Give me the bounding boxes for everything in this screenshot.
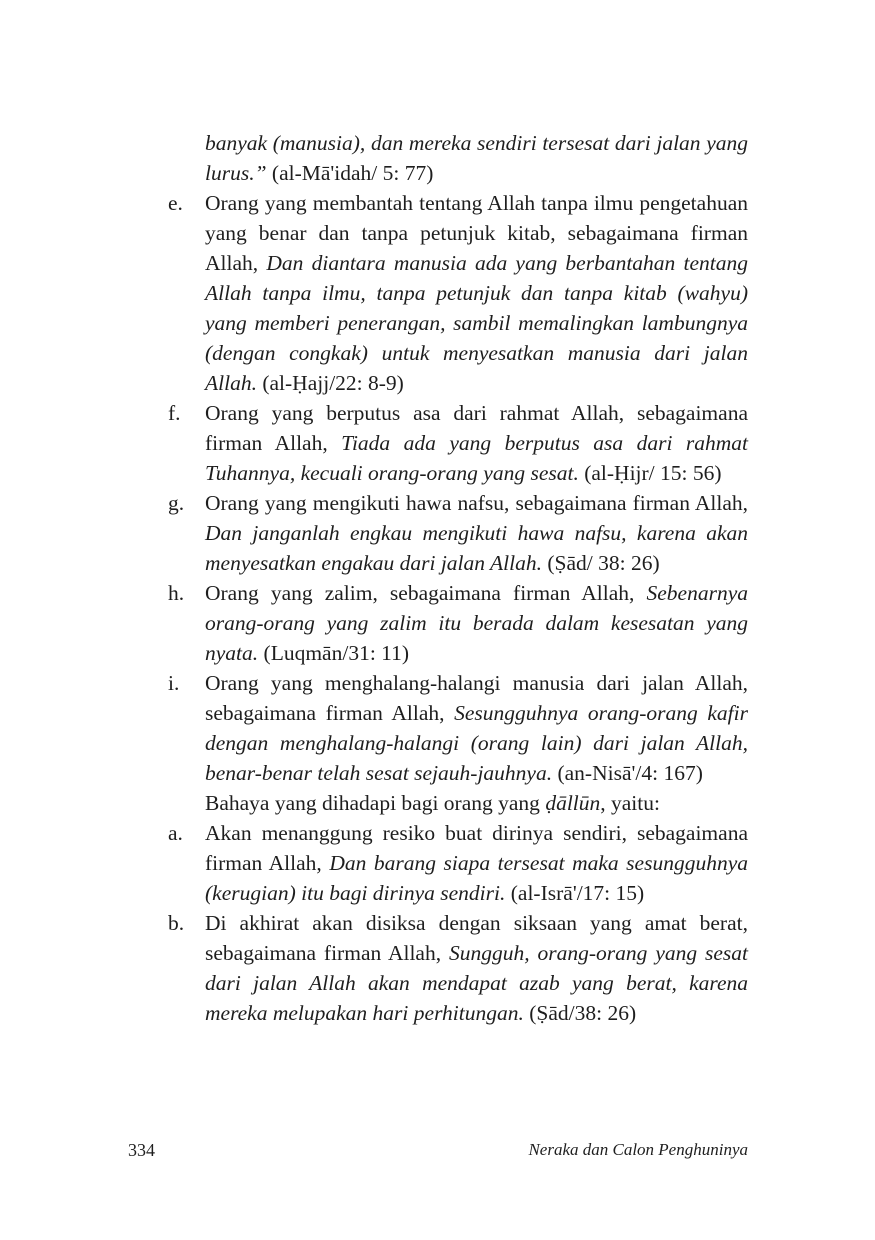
item-text: Di akhirat akan disiksa dengan siksaan yang amat berat, sebagaimana firman Allah, [205, 911, 748, 965]
verse-reference: (al-Isrā'/17: 15) [505, 881, 645, 905]
quote-text: Dan diantara manusia ada yang berbantahan tentang Allah tanpa ilmu, tanpa petunjuk dan tanpa kitab (wahyu) yang memberi penerangan, sambil memalingkan lambungnya (dengan congkak) untuk menyesatkan manusia dari jalan Allah. [205, 251, 748, 395]
verse-reference: (Ṣād/38: 26) [523, 1001, 637, 1025]
misguided-list [168, 188, 748, 788]
item-text: Orang yang mengikuti hawa nafsu, sebagaimana firman Allah, [205, 491, 748, 515]
list-item-b [168, 908, 748, 1028]
item-text: Akan menanggung resiko buat dirinya sendiri, sebagaimana firman Allah, [205, 821, 748, 875]
list-marker: g. [168, 491, 185, 515]
page-number: 334 [128, 1140, 155, 1160]
item-text: Orang yang membantah tentang Allah tanpa ilmu pengetahuan yang benar dan tanpa petunjuk kitab, sebagaimana firman Allah, [205, 191, 748, 275]
list-marker: a. [168, 821, 183, 845]
intro-text-end: , yaitu: [600, 791, 660, 815]
quote-text: Sesungguhnya orang-orang kafir dengan menghalang-halangi (orang lain) dari jalan Allah, benar-benar telah sesat sejauh-jauhnya. [205, 701, 748, 785]
intro-text: Bahaya yang dihadapi bagi orang yang [205, 791, 546, 815]
page-footer [128, 1138, 748, 1162]
verse-reference: (an-Nisā'/4: 167) [552, 761, 703, 785]
list-item-f [168, 398, 748, 488]
list-marker: i. [168, 671, 180, 695]
verse-reference: (al-Ḥajj/22: 8-9) [256, 371, 404, 395]
quote-text: Dan barang siapa tersesat maka sesungguhnya (kerugian) itu bagi dirinya sendiri. [205, 851, 748, 905]
quote-text: banyak (manusia), dan mereka sendiri tersesat dari jalan yang lurus.” [205, 131, 748, 185]
quote-text: Sungguh, orang-orang yang sesat dari jalan Allah akan mendapat azab yang berat, karena mereka melupakan hari perhitungan. [205, 941, 749, 1025]
list-item-i [168, 668, 748, 788]
quote-text: Tiada ada yang berputus asa dari rahmat Tuhannya, kecuali orang-orang yang sesat. [205, 431, 748, 485]
list-marker: b. [168, 911, 185, 935]
term-dallun: ḍāllūn [545, 791, 601, 815]
body-text [168, 128, 748, 1028]
running-title: Neraka dan Calon Penghuninya [528, 1140, 748, 1159]
verse-reference: (Ṣād/ 38: 26) [541, 551, 660, 575]
list-item-g [168, 488, 748, 578]
list-marker: h. [168, 581, 185, 605]
quote-text: Sebenarnya orang-orang yang zalim itu berada dalam kesesatan yang nyata. [205, 581, 748, 665]
verse-reference: (Luqmān/31: 11) [258, 641, 410, 665]
danger-intro-paragraph [168, 788, 748, 818]
list-item-a [168, 818, 748, 908]
danger-list [168, 818, 748, 1028]
verse-reference: (al-Ḥijr/ 15: 56) [578, 461, 722, 485]
continuation-paragraph [168, 128, 748, 188]
list-item-e [168, 188, 748, 398]
list-item-h [168, 578, 748, 668]
item-text: Orang yang zalim, sebagaimana firman Allah, [205, 581, 647, 605]
item-text: Orang yang berputus asa dari rahmat Allah, sebagaimana firman Allah, [205, 401, 748, 455]
list-marker: e. [168, 191, 183, 215]
list-marker: f. [168, 401, 181, 425]
quote-text: Dan janganlah engkau mengikuti hawa nafsu, karena akan menyesatkan engakau dari jalan Allah. [205, 521, 748, 575]
verse-reference: (al-Mā'idah/ 5: 77) [266, 161, 434, 185]
item-text: Orang yang menghalang-halangi manusia dari jalan Allah, sebagaimana firman Allah, [205, 671, 748, 725]
